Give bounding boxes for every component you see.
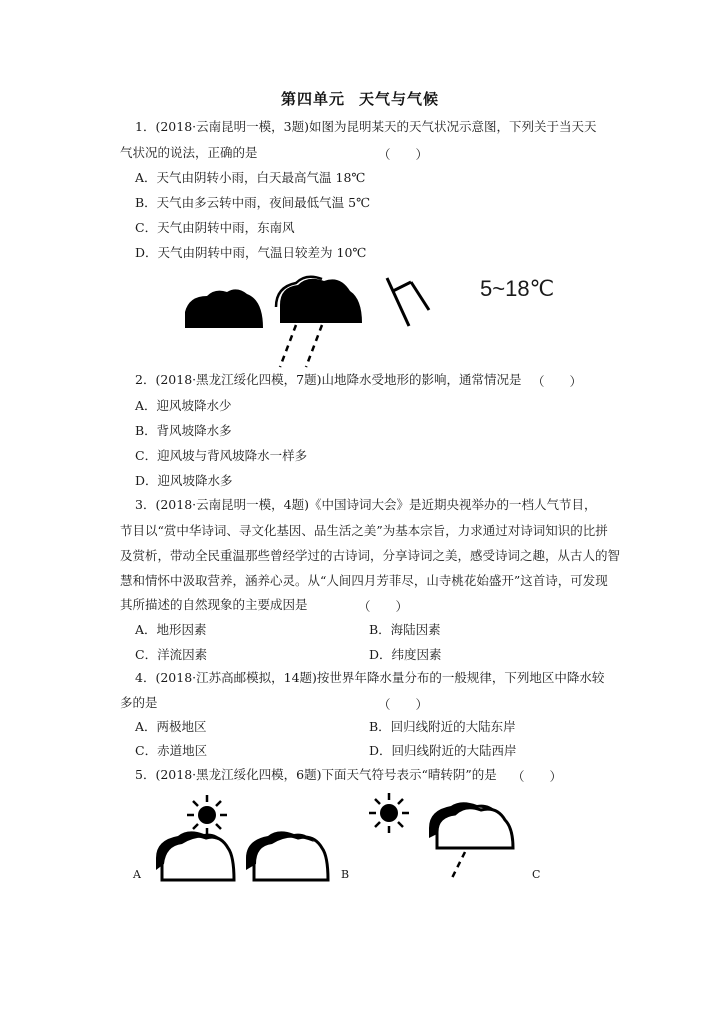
wind-icon <box>385 270 435 330</box>
q4-stem-line2: 多的是 <box>120 695 158 710</box>
q4-option-c: C．赤道地区 <box>135 743 208 758</box>
q5-stem: 5．(2018·黑龙江绥化四模，6题)下面天气符号表示“晴转阴”的是 <box>135 767 497 782</box>
q5-answer-blank: （ ） <box>512 769 563 784</box>
q4-option-b: B．回归线附近的大陆东岸 <box>369 719 516 734</box>
overcast-icon <box>185 288 265 330</box>
q1-option-a: A．天气由阴转小雨，白天最高气温 18℃ <box>135 170 366 185</box>
q2-stem: 2．(2018·黑龙江绥化四模，7题)山地降水受地形的影响，通常情况是 <box>135 372 522 387</box>
cloudy-icon <box>152 830 236 882</box>
q5-option-b-label: B <box>341 868 350 881</box>
rain-icon <box>272 275 367 370</box>
q3-stem-line4: 慧和情怀中汲取营养，涵养心灵。从“人间四月芳菲尽，山寺桃花始盛开”这首诗，可发现 <box>120 573 608 588</box>
q1-option-c: C．天气由阴转中雨，东南风 <box>135 220 295 235</box>
q1-answer-blank: （ ） <box>378 147 429 162</box>
q2-answer-blank: （ ） <box>532 374 583 389</box>
q3-stem-line3: 及赏析，带动全民重温那些曾经学过的古诗词，分享诗词之美，感受诗词之趣，从古人的智 <box>120 548 621 563</box>
q2-option-d: D．迎风坡降水多 <box>135 473 233 488</box>
cloudy-icon <box>242 830 332 882</box>
q4-option-a: A．两极地区 <box>135 719 207 734</box>
sunny-icon <box>367 791 411 835</box>
q3-option-d: D．纬度因素 <box>369 647 442 662</box>
q1-temperature-range: 5~18℃ <box>480 276 555 301</box>
q3-stem-line2: 节目以“赏中华诗词、寻文化基因、品生活之美”为基本宗旨，力求通过对诗词知识的比拼 <box>120 523 608 538</box>
q4-answer-blank: （ ） <box>378 697 429 712</box>
q3-stem-line5: 其所描述的自然现象的主要成因是 <box>120 597 308 612</box>
q4-stem-line1: 4．(2018·江苏高邮模拟，14题)按世界年降水量分布的一般规律，下列地区中降水较 <box>135 670 605 685</box>
q1-option-b: B．天气由多云转中雨，夜间最低气温 5℃ <box>135 195 371 210</box>
q5-option-a-label: A <box>133 868 141 881</box>
q2-option-c: C．迎风坡与背风坡降水一样多 <box>135 448 308 463</box>
q1-stem-line1: 1．(2018·云南昆明一模，3题)如图为昆明某天的天气状况示意图，下列关于当天天 <box>135 119 597 134</box>
page-title <box>0 88 720 109</box>
q3-stem-line1: 3．(2018·云南昆明一模，4题)《中国诗词大会》是近期央视举办的一档人气节目， <box>135 497 597 512</box>
q1-stem-line2: 气状况的说法，正确的是 <box>120 145 258 160</box>
q2-option-a: A．迎风坡降水少 <box>135 398 232 413</box>
q3-option-b: B．海陆因素 <box>369 622 441 637</box>
title-topic: 天气与气候 <box>359 90 440 108</box>
q5-option-c-label: C <box>532 868 541 881</box>
q4-option-d: D．回归线附近的大陆西岸 <box>369 743 517 758</box>
q2-option-b: B．背风坡降水多 <box>135 423 232 438</box>
q3-option-c: C．洋流因素 <box>135 647 208 662</box>
rain-icon <box>425 802 517 882</box>
title-unit: 第四单元 <box>280 90 345 108</box>
q3-answer-blank: （ ） <box>358 599 409 614</box>
q1-option-d: D．天气由阴转中雨，气温日较差为 10℃ <box>135 245 367 260</box>
q3-option-a: A．地形因素 <box>135 622 207 637</box>
